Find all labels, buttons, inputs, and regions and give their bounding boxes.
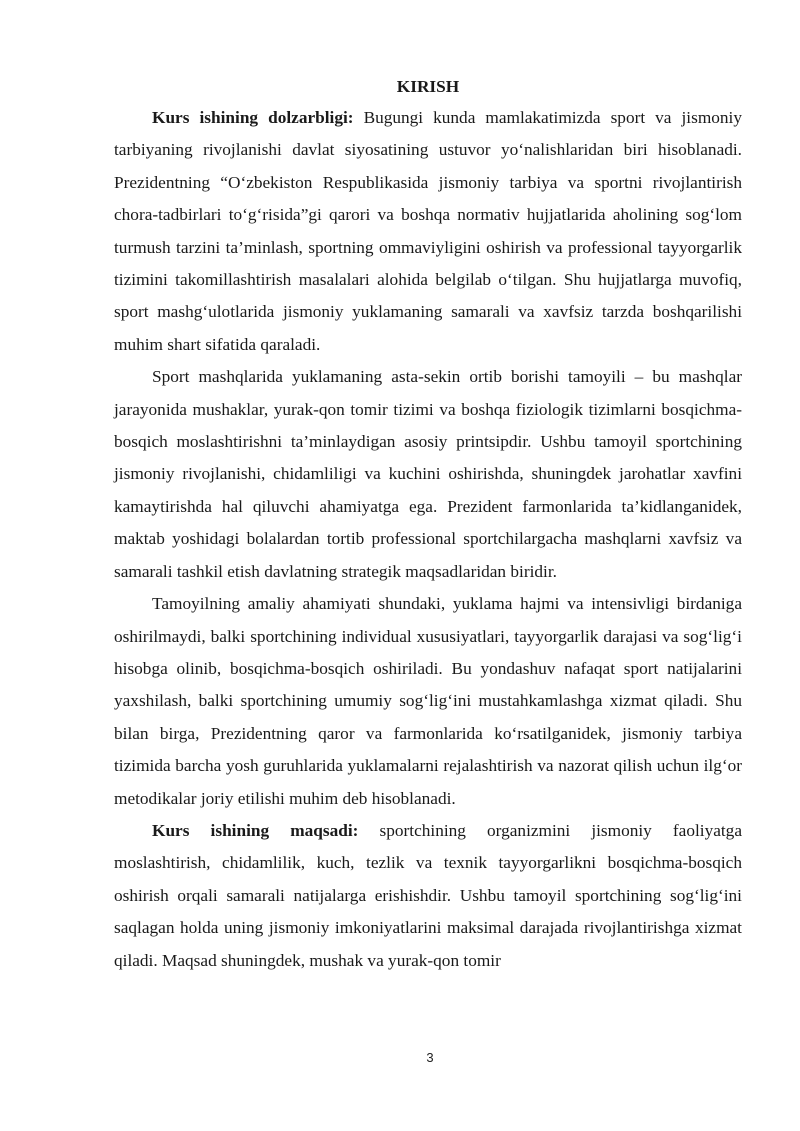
paragraph-text: Bugungi kunda mamlakatimizda sport va jismoniy tarbiyaning rivojlanishi davlat siyosatining ustuvor yo‘nalishlaridan biri hisoblanadi. Prezidentning “O‘zbekiston Respublikasida jismoniy tarbiya va sportni rivojlantirish chora-tadbirlari to‘g‘risida”gi qarori va boshqa normativ hujjatlarida aholining sog‘lom turmush tarzini ta’minlash, sportning ommaviyligini oshirish va professional tayyorgarlik tizimini takomillashtirish masalalari alohida belgilab o‘tilgan. Shu hujjatlarga muvofiq, sport mashg‘ulotlarida jismoniy yuklamaning samarali va xavfsiz tarzda boshqarilishi muhim shart sifatida qaraladi.: [114, 108, 742, 354]
paragraph-goal: [114, 815, 742, 977]
paragraph-text: sportchining organizmini jismoniy faoliyatga moslashtirish, chidamlilik, kuch, tezlik va texnik tayyorgarlikni bosqichma-bosqich oshirish orqali samarali natijalarga erishishdir. Ushbu tamoyil sportchining sog‘lig‘ini saqlagan holda uning jismoniy imkoniyatlarini maksimal darajada rivojlantirishga xizmat qiladi. Maqsad shuningdek, mushak va yurak-qon tomir: [114, 820, 742, 970]
section-heading: KIRISH: [396, 77, 460, 96]
paragraph-principle: [114, 361, 742, 588]
paragraph-lead: Kurs ishining maqsadi:: [152, 820, 359, 840]
document-page: [114, 72, 742, 977]
paragraph-text: Tamoyilning amaliy ahamiyati shundaki, yuklama hajmi va intensivligi birdaniga oshirilmaydi, balki sportchining individual xususiyatlari, tayyorgarlik darajasi va sog‘lig‘i hisobga olinib, bosqichma-bosqich oshiriladi. Bu yondashuv nafaqat sport natijalarini yaxshilash, balki sportchining umumiy sog‘lig‘ini mustahkamlashga xizmat qiladi. Shu bilan birga, Prezidentning qaror va farmonlarida ko‘rsatilganidek, jismoniy tarbiya tizimida barcha yosh guruhlarida yuklamalarni rejalashtirish va nazorat qilish uchun ilg‘or metodikalar joriy etilishi muhim deb hisoblanadi.: [114, 594, 742, 808]
paragraph-lead: Kurs ishining dolzarbligi:: [152, 108, 354, 127]
paragraph-relevance: [114, 102, 742, 361]
page-number: 3: [426, 1050, 434, 1065]
paragraph-practical-importance: [114, 588, 742, 815]
paragraph-text: Sport mashqlarida yuklamaning asta-sekin ortib borishi tamoyili – bu mashqlar jarayonida mushaklar, yurak-qon tomir tizimi va boshqa fiziologik tizimlarni bosqichma-bosqich moslashtirishni ta’minlaydigan asosiy printsipdir. Ushbu tamoyil sportchining jismoniy rivojlanishi, chidamliligi va kuchini oshirishda, shuningdek jarohatlar xavfini kamaytirishda hal qiluvchi ahamiyatga ega. Prezident farmonlarida ta’kidlanganidek, maktab yoshidagi bolalardan tortib professional sportchilargacha mashqlarni xavfsiz va samarali tashkil etish davlatning strategik maqsadlaridan biridir.: [114, 367, 742, 581]
